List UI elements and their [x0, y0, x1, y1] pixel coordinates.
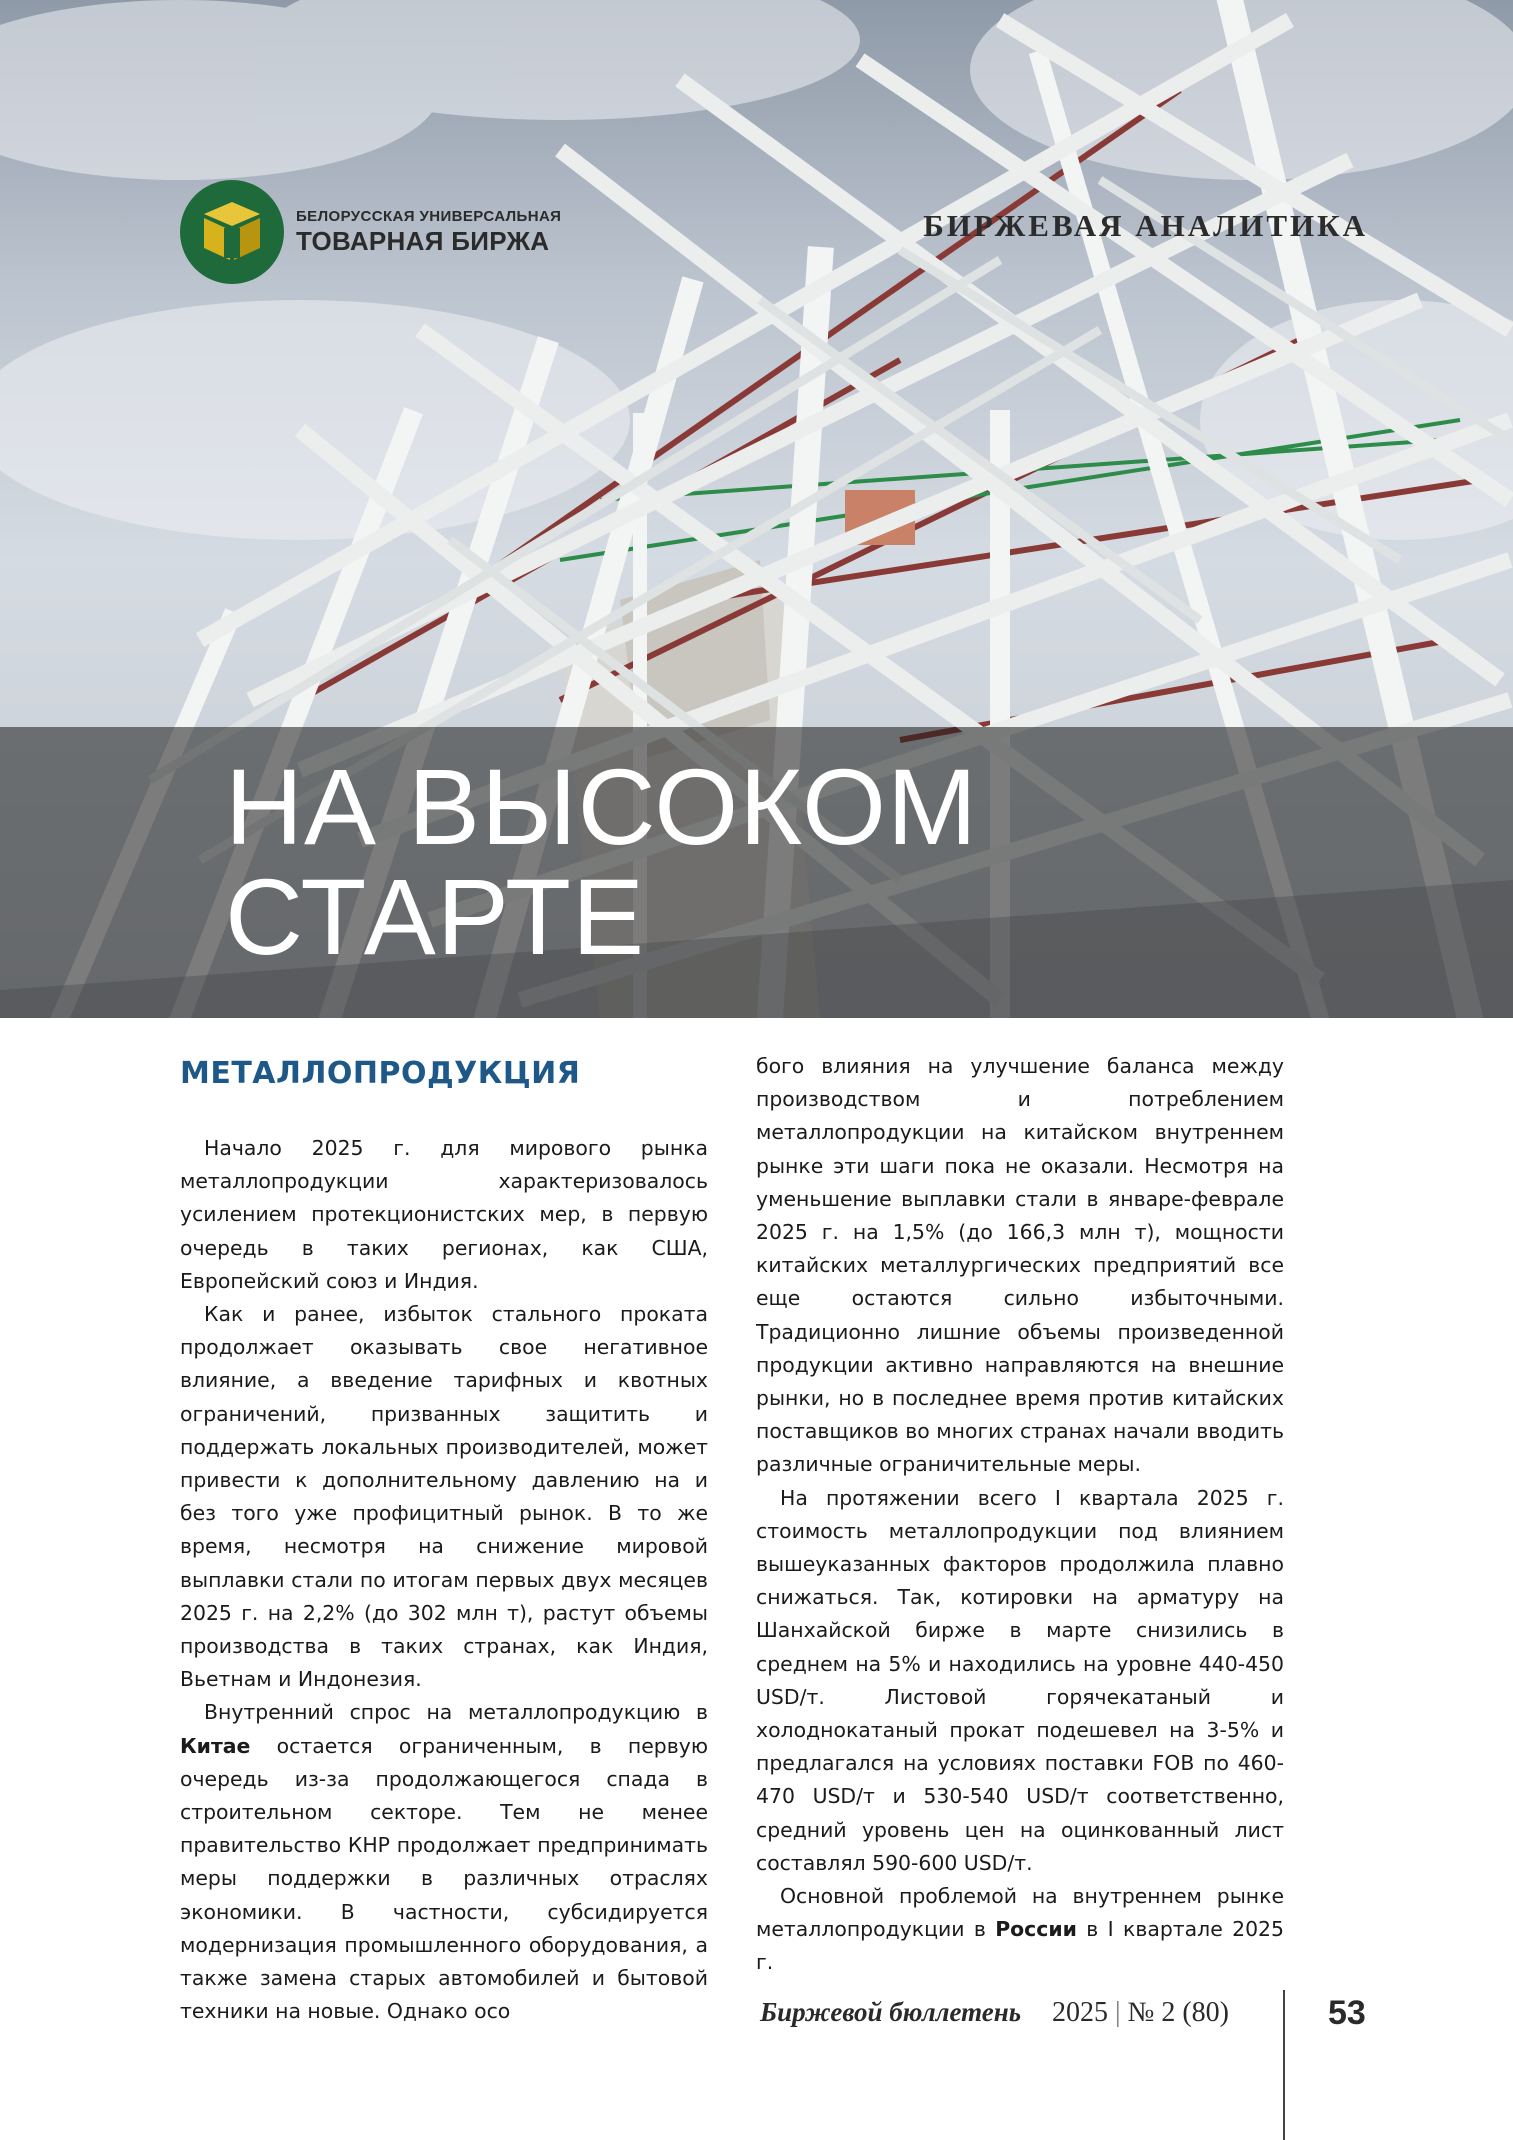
- text-column-left: [180, 1050, 708, 2028]
- text-column-right: [756, 1050, 1284, 1980]
- paragraph-3-text-a: Внутренний спрос на металлопродукцию в: [204, 1700, 708, 1725]
- highlight-russia: России: [995, 1917, 1077, 1942]
- paragraph-5: [756, 1880, 1284, 1980]
- issue-separator: |: [1115, 1997, 1121, 2028]
- issue-year: 2025: [1052, 1997, 1108, 2028]
- paragraph-5-text-b: в I квартале 2025 г.: [756, 1917, 1284, 1975]
- section-label: БИРЖЕВАЯ АНАЛИТИКА: [923, 208, 1368, 243]
- logo-line-1: БЕЛОРУССКАЯ УНИВЕРСАЛЬНАЯ: [296, 208, 562, 225]
- logo-line-2: ТОВАРНАЯ БИРЖА: [296, 226, 550, 256]
- paragraph-1: Начало 2025 г. для мирового рынка металлопродукции характеризовалось усилением протекционистских мер, в первую очередь в таких регионах, как США, Европейский союз и Индия.: [180, 1136, 708, 1293]
- highlight-china: Китае: [180, 1733, 251, 1758]
- issue-number: № 2 (80): [1127, 1997, 1229, 2028]
- paragraph-4: На протяжении всего I квартала 2025 г. стоимость металлопродукции под влиянием вышеуказанных факторов продолжила плавно снижаться. Так, котировки на арматуру на Шанхайской бирже в марте снизились в среднем на 5% и находились на уровне 440-450 USD/т. Листовой горячекатаный и холоднокатаный прокат подешевел на 3-5% и предлагался на условиях поставки FOB по 460-470 USD/т и 530-540 USD/т соответственно, средний уровень цен на оцинкованный лист составлял 590-600 USD/т.: [756, 1485, 1284, 1875]
- paragraph-5-text-a: Основной проблемой на внутреннем рынке металлопродукции в: [756, 1884, 1284, 1942]
- footer-divider: [1283, 1990, 1285, 2140]
- publication-name: Биржевой бюллетень: [760, 1997, 1022, 2027]
- issue-info: [1052, 1997, 1229, 2029]
- paragraph-2: Как и ранее, избыток стального проката продолжает оказывать свое негативное влияние, а введение тарифных и квотных ограничений, призванных защитить и поддержать локальных производителей, может привести к дополнительному давлению на и без того уже профицитный рынок. В то же время, несмотря на снижение мировой выплавки стали по итогам первых двух месяцев 2025 г. на 2,2% (до 302 млн т), растут объемы производства в таких странах, как Индия, Вьетнам и Индонезия.: [180, 1302, 708, 1692]
- butb-logo-icon[interactable]: [180, 180, 284, 284]
- logo-wordmark: [296, 208, 561, 256]
- rubric-heading: МЕТАЛЛОПРОДУКЦИЯ: [180, 1056, 581, 1091]
- title-line-2: СТАРТЕ: [225, 856, 646, 977]
- paragraph-3: [180, 1696, 708, 2028]
- page-number: 53: [1328, 1994, 1366, 2032]
- paragraph-3-text-b: остается ограниченным, в первую очередь из-за продолжающегося спада в строительном секторе. Тем не менее правительство КНР продолжает предпринимать меры поддержки в различных отраслях экономики. В частности, субсидируется модернизация промышленного оборудования, а также замена старых автомобилей и бытовой техники на новые. Однако осо: [180, 1733, 708, 2024]
- hero-photo: [0, 0, 1513, 1018]
- article-title: [225, 746, 978, 977]
- title-line-1: НА ВЫСОКОМ: [225, 746, 978, 867]
- paragraph-3-continued: бого влияния на улучшение баланса между производством и потреблением металлопродукции на китайском внутреннем рынке эти шаги пока не оказали. Несмотря на уменьшение выплавки стали в январе-феврале 2025 г. на 1,5% (до 166,3 млн т), мощности китайских металлургических предприятий все еще остаются сильно избыточными. Традиционно лишние объемы произведенной продукции активно направляются на внешние рынки, но в последнее время против китайских поставщиков во многих странах начали вводить различные ограничительные меры.: [756, 1054, 1284, 1477]
